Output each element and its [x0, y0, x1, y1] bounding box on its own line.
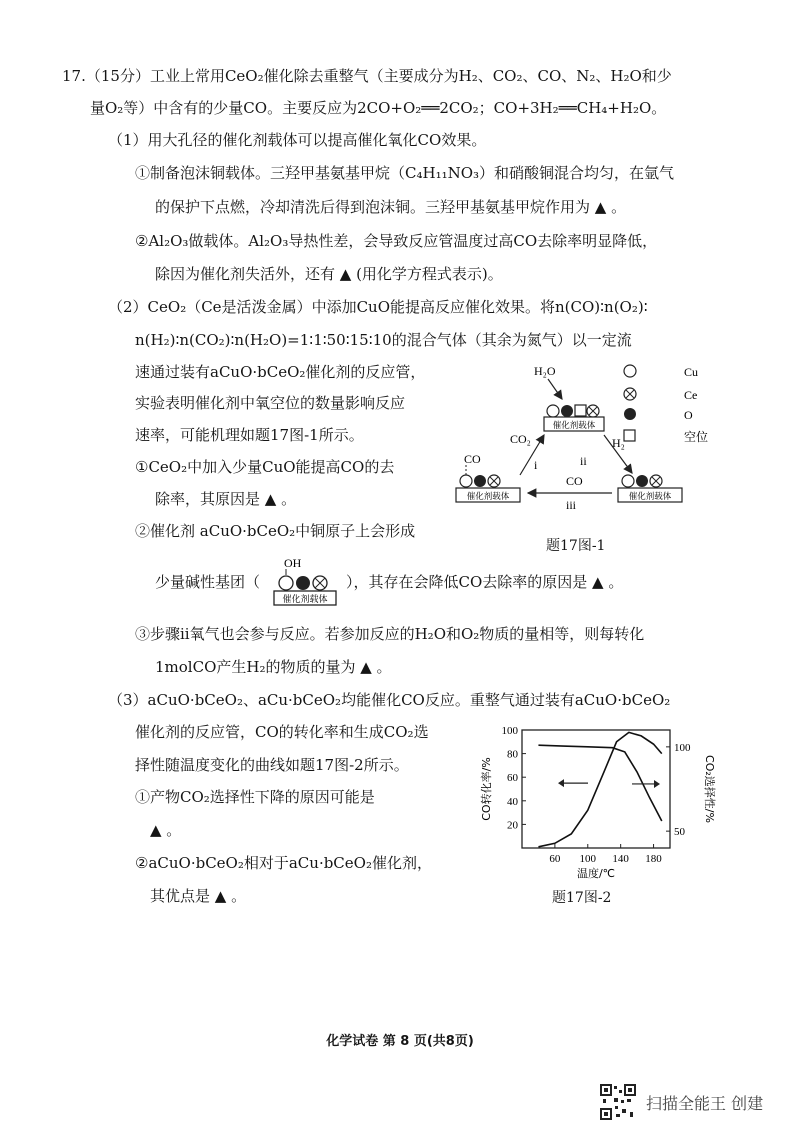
- part2-q1-line2: 除率，其原因是 ▲ 。: [155, 490, 297, 508]
- series-co2-selectivity-line: [538, 745, 661, 821]
- part2-q3-line1: ③步骤ii氧气也会参与反应。若参加反应的H₂O和O₂物质的量相等，则每转化: [135, 625, 645, 643]
- co2-label: CO₂: [510, 432, 531, 446]
- question-intro-line2: 量O₂等）中含有的少量CO。主要反应为2CO+O₂══2CO₂；CO+3H₂══CH₄+H₂O。: [90, 99, 667, 117]
- part3-heading-line2: 催化剂的反应管，CO的转化率和生成CO₂选: [135, 723, 429, 741]
- y-axis-label: CO转化率/%: [480, 757, 493, 821]
- legend-ce: Ce: [684, 388, 698, 402]
- part1-q2-line2: 除因为催化剂失活外，还有 ▲ (用化学方程式表示)。: [155, 265, 503, 283]
- o-atom-icon: [561, 405, 573, 417]
- x-axis-label: 温度/℃: [576, 867, 616, 880]
- x-tick-label: 100: [579, 853, 597, 865]
- x-tick-label: 140: [612, 853, 629, 865]
- part3-q1-line1: ①产物CO₂选择性下降的原因可能是: [135, 788, 375, 806]
- part2-heading-line4: 实验表明催化剂中氧空位的数量影响反应: [135, 394, 406, 412]
- step-ii-label: ii: [580, 454, 587, 468]
- y-tick-label: 60: [507, 772, 518, 785]
- legend-cu: Cu: [684, 365, 699, 379]
- o-atom-icon: [636, 475, 648, 487]
- y2-tick-label: 50: [674, 826, 685, 839]
- legend-vacancy: 空位: [684, 430, 709, 444]
- part2-heading-line2: n(H₂)∶n(CO₂)∶n(H₂O)=1∶1∶50∶15∶10的混合气体（其余为氮气）以一定流: [135, 331, 632, 349]
- scan-watermark: 扫描全能王 创建: [600, 1084, 800, 1124]
- svg-text:催化剂载体: 催化剂载体: [282, 595, 328, 605]
- left-axis-indicator-head: [558, 779, 564, 787]
- legend-o-icon: [624, 408, 636, 420]
- cu-atom-icon: [279, 576, 293, 590]
- question-intro-line1: 17.（15分）工业上常用CeO₂催化除去重整气（主要成分为H₂、CO₂、CO、N₂、H₂O和少: [62, 67, 672, 85]
- part3-heading-line3: 择性随温度变化的曲线如题17图-2所示。: [135, 756, 409, 774]
- mechanism-diagram: [452, 357, 732, 527]
- y-tick-label: 20: [507, 819, 518, 832]
- part2-heading-line3: 速通过装有aCuO·bCeO₂催化剂的反应管，: [135, 363, 426, 381]
- oh-label: OH: [284, 556, 302, 570]
- part1-q1-line1: ①制备泡沫铜载体。三羟甲基氨基甲烷（C₄H₁₁NO₃）和硝酸铜混合均匀，在氩气: [135, 164, 675, 182]
- part1-q2-line1: ②Al₂O₃做载体。Al₂O₃导热性差，会导致反应管温度过高CO去除率明显降低，: [135, 232, 658, 250]
- page-footer: 化学试卷 第 8 页(共8页): [326, 1034, 474, 1049]
- part2-heading-line5: 速率，可能机理如题17图-1所示。: [135, 426, 364, 444]
- y2-axis-label: CO₂选择性/%: [703, 755, 716, 823]
- svg-text:催化剂载体: 催化剂载体: [466, 492, 510, 502]
- part3-q2-line1: ②aCuO·bCeO₂相对于aCu·bCeO₂催化剂，: [135, 854, 432, 872]
- h2-label: H₂: [612, 436, 625, 450]
- part1-q1-line2: 的保护下点燃，冷却清洗后得到泡沫铜。三羟甲基氨基甲烷作用为 ▲ 。: [155, 198, 627, 216]
- vacancy-icon: [575, 405, 586, 416]
- svg-text:催化剂载体: 催化剂载体: [552, 421, 596, 431]
- figure1-caption: 题17图-1: [546, 538, 606, 554]
- figure2-caption: 题17图-2: [552, 890, 612, 906]
- conversion-chart: [460, 720, 720, 880]
- co-left-label: CO: [464, 452, 481, 466]
- right-axis-indicator-head: [654, 780, 660, 788]
- hydroxyl-group-diagram: [270, 556, 346, 608]
- part3-q2-line2: 其优点是 ▲ 。: [150, 887, 247, 905]
- y-tick-label: 100: [501, 725, 518, 737]
- legend-cu-icon: [624, 365, 636, 377]
- o-atom-icon: [474, 475, 486, 487]
- y-tick-label: 40: [507, 795, 518, 808]
- cu-atom-icon: [547, 405, 559, 417]
- y2-tick-label: 100: [674, 741, 691, 754]
- h2o-label: H₂O: [534, 364, 556, 378]
- part2-q2-line2a: 少量碱性基团（: [155, 573, 261, 591]
- step-i-label: i: [534, 458, 538, 472]
- cu-atom-icon: [460, 475, 472, 487]
- part2-q1-line1: ①CeO₂中加入少量CuO能提高CO的去: [135, 458, 395, 476]
- svg-text:催化剂载体: 催化剂载体: [628, 492, 672, 502]
- part1-heading: （1）用大孔径的催化剂载体可以提高催化氧化CO效果。: [108, 131, 487, 149]
- cu-atom-icon: [622, 475, 634, 487]
- part2-heading-line1: （2）CeO₂（Ce是活泼金属）中添加CuO能提高反应催化效果。将n(CO)∶n(O₂)∶: [108, 298, 648, 316]
- co-bottom-label: CO: [566, 474, 583, 488]
- o-atom-icon: [296, 576, 310, 590]
- qr-code-icon: [600, 1084, 636, 1120]
- part3-q1-line2: ▲ 。: [150, 821, 182, 839]
- part2-q2-line2b: ），其存在会降低CO去除率的原因是 ▲ 。: [346, 573, 624, 591]
- series-co-conversion-line: [538, 732, 661, 846]
- legend-o: O: [684, 408, 693, 422]
- part2-q3-line2: 1molCO产生H₂的物质的量为 ▲ 。: [155, 658, 392, 676]
- part3-heading-line1: （3）aCuO·bCeO₂、aCu·bCeO₂均能催化CO反应。重整气通过装有aCuO·bCeO₂: [108, 691, 671, 709]
- x-tick-label: 60: [549, 853, 561, 865]
- y-tick-label: 80: [507, 748, 518, 761]
- step-iii-label: iii: [566, 498, 577, 512]
- x-tick-label: 180: [645, 853, 662, 865]
- legend-vacancy-icon: [624, 430, 635, 441]
- part2-q2-line1: ②催化剂 aCuO·bCeO₂中铜原子上会形成: [135, 522, 416, 540]
